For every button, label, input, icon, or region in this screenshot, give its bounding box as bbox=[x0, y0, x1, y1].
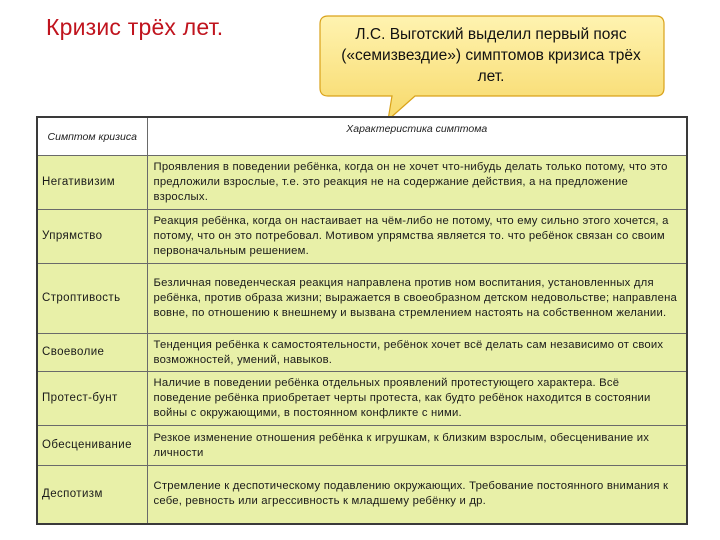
table-row bbox=[37, 466, 687, 524]
symptom-name: Строптивость bbox=[37, 264, 147, 334]
symptom-name: Деспотизм bbox=[37, 466, 147, 524]
symptom-description: Проявления в поведении ребёнка, когда он не хочет что-нибудь делать только потому, что это предложили взрослые, т.е. это реакция не на содержание действия, а на предложение взрослых. bbox=[147, 156, 687, 210]
symptom-description: Реакция ребёнка, когда он настаивает на чём-либо не потому, что ему сильно этого хочется, а потому, что он это потребовал. Мотивом упрямства является то. что ребёнок связан со своим первоначальным решением. bbox=[147, 210, 687, 264]
symptom-name: Своеволие bbox=[37, 334, 147, 372]
table-row bbox=[37, 156, 687, 210]
slide-title: Кризис трёх лет. bbox=[46, 14, 224, 40]
symptom-name: Упрямство bbox=[37, 210, 147, 264]
table-row bbox=[37, 264, 687, 334]
symptom-name: Обесценивание bbox=[37, 426, 147, 466]
table-row bbox=[37, 334, 687, 372]
symptom-description: Резкое изменение отношения ребёнка к игрушкам, к близким взрослым, обесценивание их личности bbox=[147, 426, 687, 466]
symptoms-table bbox=[36, 116, 688, 525]
symptom-description: Стремление к деспотическому подавлению окружающих. Требование постоянного внимания к себе, ревность или агрессивность к младшему ребёнку и др. bbox=[147, 466, 687, 524]
table-row bbox=[37, 426, 687, 466]
table-row bbox=[37, 372, 687, 426]
table-header-row bbox=[37, 117, 687, 156]
symptom-description: Тенденция ребёнка к самостоятельности, ребёнок хочет всё делать сам независимо от своих возможностей, умений, навыков. bbox=[147, 334, 687, 372]
header-description: Характеристика симптома bbox=[147, 117, 687, 156]
symptom-description: Безличная поведенческая реакция направлена против ном воспитания, установленных для ребёнка, против образа жизни; выражается в своеобразном детском недовольстве; направлена вовне, по отношению к внешнему и вызвана стремлением настоять на собственном желании. bbox=[147, 264, 687, 334]
symptom-name: Протест-бунт bbox=[37, 372, 147, 426]
table-row bbox=[37, 210, 687, 264]
speech-bubble-callout bbox=[320, 16, 664, 96]
callout-text: Л.С. Выготский выделил первый пояс («семизвездие») симптомов кризиса трёх лет. bbox=[341, 26, 641, 85]
header-symptom: Симптом кризиса bbox=[37, 117, 147, 156]
symptom-name: Негативизим bbox=[37, 156, 147, 210]
symptom-description: Наличие в поведении ребёнка отдельных проявлений протестующего характера. Всё поведение ребёнка приобретает черты протеста, как будто ребёнок находится в состоянии войны с окружающими, в постоянном конфликте с ними. bbox=[147, 372, 687, 426]
